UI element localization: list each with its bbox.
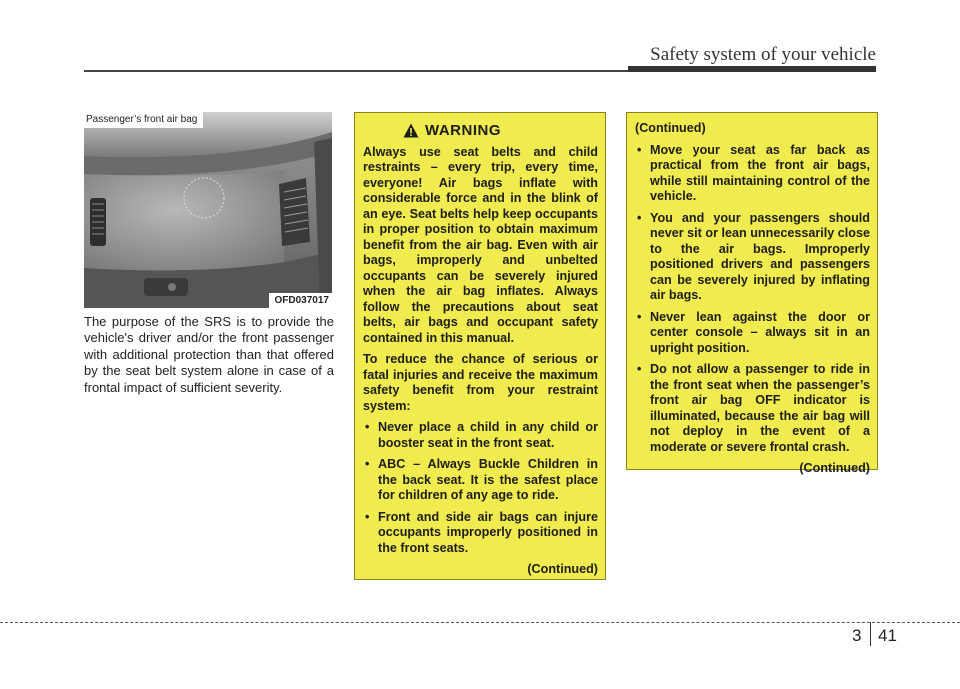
- warning-bullet-item: • Never place a child in any child or booster seat in the front seat.: [363, 420, 598, 451]
- warning-box: [354, 112, 606, 580]
- continued-bullet-item: • You and your passengers should never sit or lean unnecessarily close to the air bags. Improperly positioned drivers and passengers can be severely injured by inflating air bags.: [635, 211, 870, 304]
- continued-warning-box: [626, 112, 878, 475]
- continued-bullet-item: • Never lean against the door or center console – always sit in an upright position.: [635, 310, 870, 357]
- footer-dashed-rule: [0, 622, 960, 623]
- header-title: Safety system of your vehicle: [650, 44, 876, 65]
- warning-bullet-item: • Front and side air bags can injure occupants improperly positioned in the front seats.: [363, 510, 598, 557]
- warning-continued: (Continued): [527, 562, 598, 576]
- warning-title: WARNING: [425, 122, 501, 139]
- continued-bullet-item: • Move your seat as far back as practical from the front air bags, while still maintaining control of the vehicle.: [635, 143, 870, 205]
- continued-top-label: (Continued): [635, 121, 706, 135]
- continued-bullet-item: • Do not allow a passenger to ride in the front seat when the passenger’s front air bag OFF indicator is illuminated, because the air bag will not deploy in the event of a moderate or severe frontal crash.: [635, 362, 870, 455]
- chapter-number: 3: [852, 626, 862, 645]
- warning-paragraph-1: Always use seat belts and child restraints – every trip, every time, everyone! Air bags inflate with considerable force and in the blink of an eye. Seat belts help keep occupants in proper position to obtain maximum benefit from the air bag. Even with air bags, improperly and unbelted occupants can be severely injured when the air bag inflates. Always follow the precautions about seat belts, air bags and occupant safety contained in this manual.: [363, 144, 598, 345]
- continued-bullet-list: [635, 143, 870, 456]
- photo-code: OFD037017: [269, 293, 332, 308]
- airbag-illustration: [84, 112, 332, 308]
- page-number-separator: [870, 622, 871, 646]
- continued-bottom-label: (Continued): [799, 461, 870, 475]
- srs-purpose-text: The purpose of the SRS is to provide the vehicle's driver and/or the front passenger with additional protection than that offered by the seat belt system alone in case of a frontal impact of sufficient severity.: [84, 314, 334, 395]
- airbag-photo: [84, 112, 332, 308]
- warning-triangle-icon: [403, 123, 419, 138]
- page-number: 41: [878, 626, 897, 645]
- warning-bullet-list: [363, 420, 598, 556]
- warning-bullet-item: • ABC – Always Buckle Children in the back seat. It is the safest place for children of any age to ride.: [363, 457, 598, 504]
- photo-caption: Passenger’s front air bag: [84, 112, 203, 128]
- header-rule-thick: [628, 66, 876, 72]
- warning-paragraph-2: To reduce the chance of serious or fatal injuries and receive the maximum safety benefit from your restraint system:: [363, 352, 598, 413]
- warning-header: [403, 123, 598, 139]
